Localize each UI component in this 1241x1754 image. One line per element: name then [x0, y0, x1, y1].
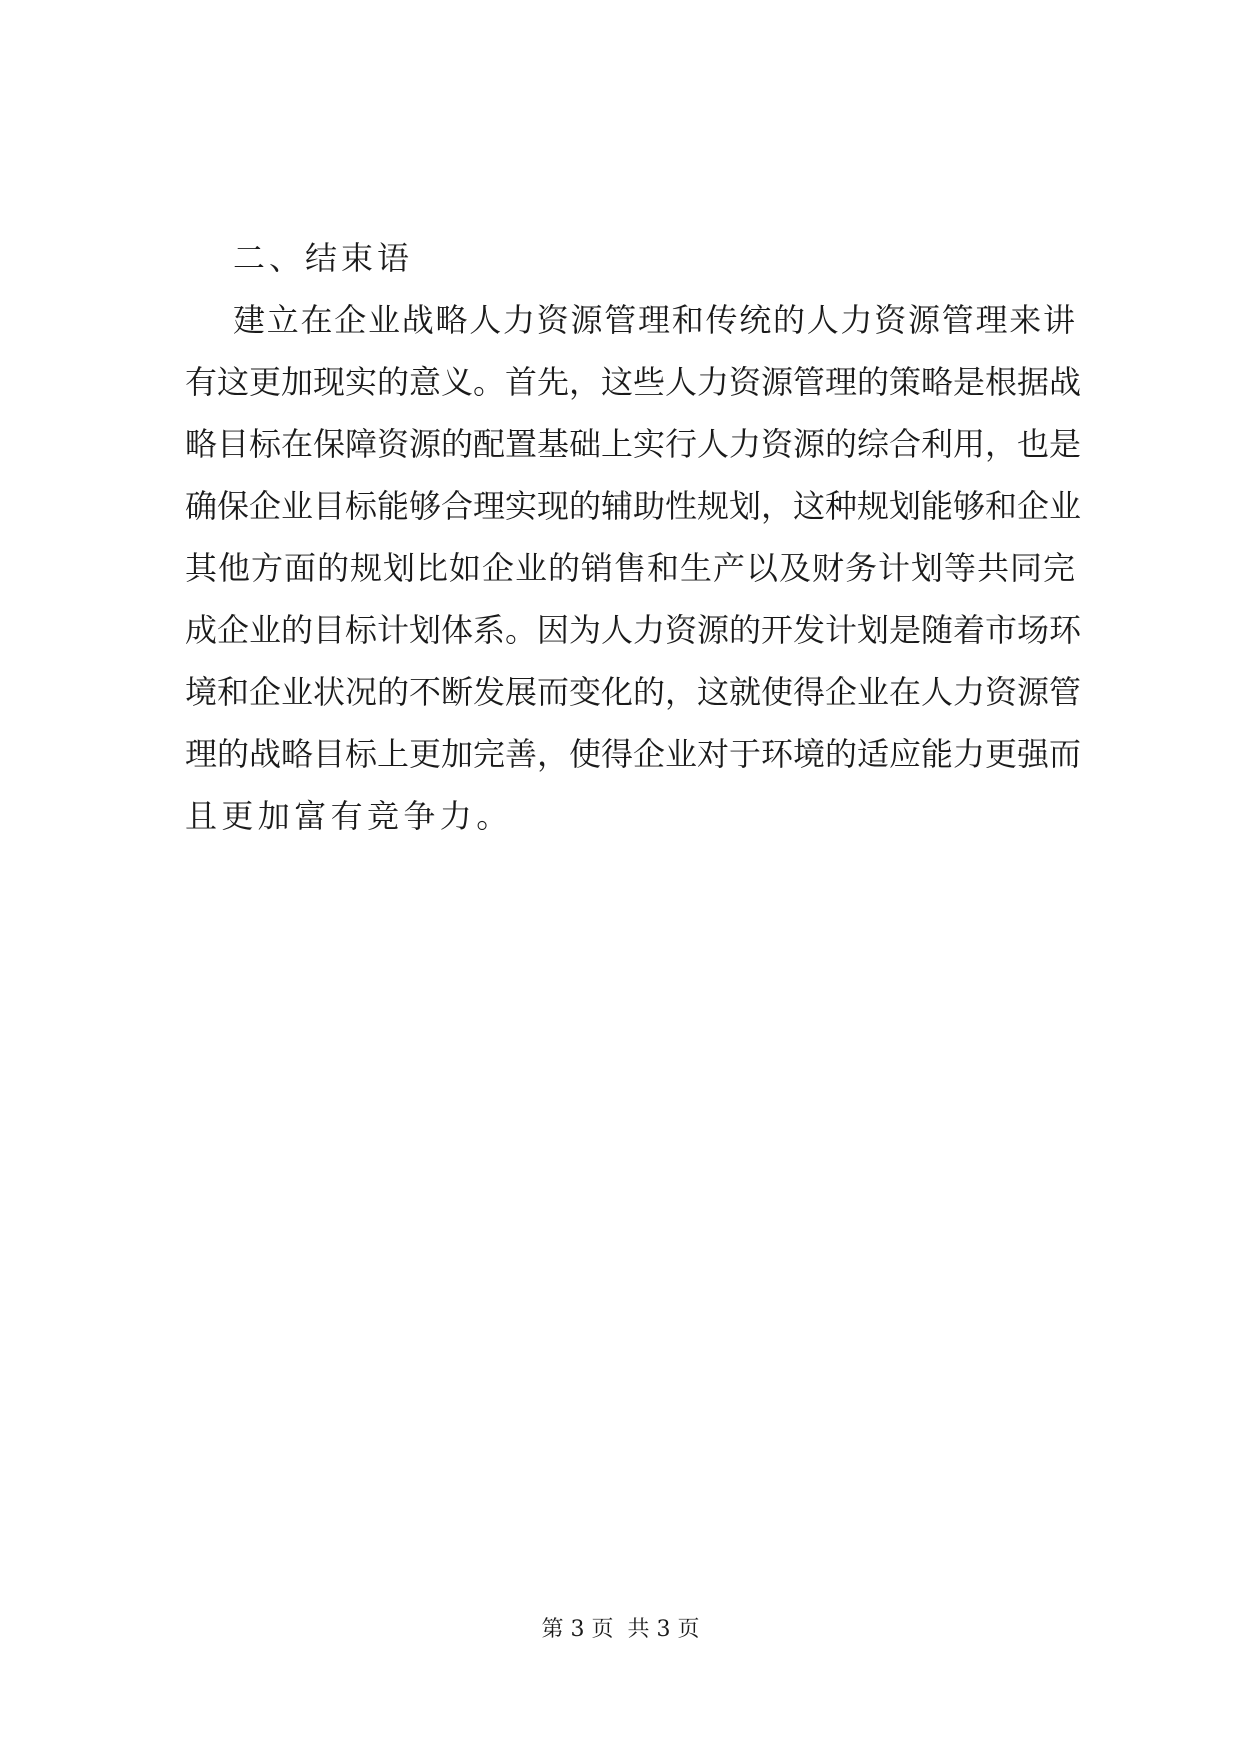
paragraph-line: 建立在企业战略人力资源管理和传统的人力资源管理来讲 [233, 301, 1075, 339]
paragraph-line: 略目标在保障资源的配置基础上实行人力资源的综合利用，也是 [185, 425, 1082, 463]
paragraph-line: 确保企业目标能够合理实现的辅助性规划，这种规划能够和企业 [185, 487, 1082, 525]
paragraph-line: 成企业的目标计划体系。因为人力资源的开发计划是随着市场环 [185, 611, 1082, 649]
section-heading: 二、结束语 [233, 239, 414, 277]
page-number-footer: 第 3 页 共 3 页 [541, 1617, 700, 1642]
paragraph-line: 有这更加现实的意义。首先，这些人力资源管理的策略是根据战 [185, 363, 1082, 401]
paragraph-line: 其他方面的规划比如企业的销售和生产以及财务计划等共同完 [185, 549, 1075, 587]
paragraph-line: 境和企业状况的不断发展而变化的，这就使得企业在人力资源管 [185, 673, 1082, 711]
paragraph-line: 且更加富有竞争力。 [185, 797, 513, 835]
paragraph-line: 理的战略目标上更加完善，使得企业对于环境的适应能力更强而 [185, 735, 1082, 773]
